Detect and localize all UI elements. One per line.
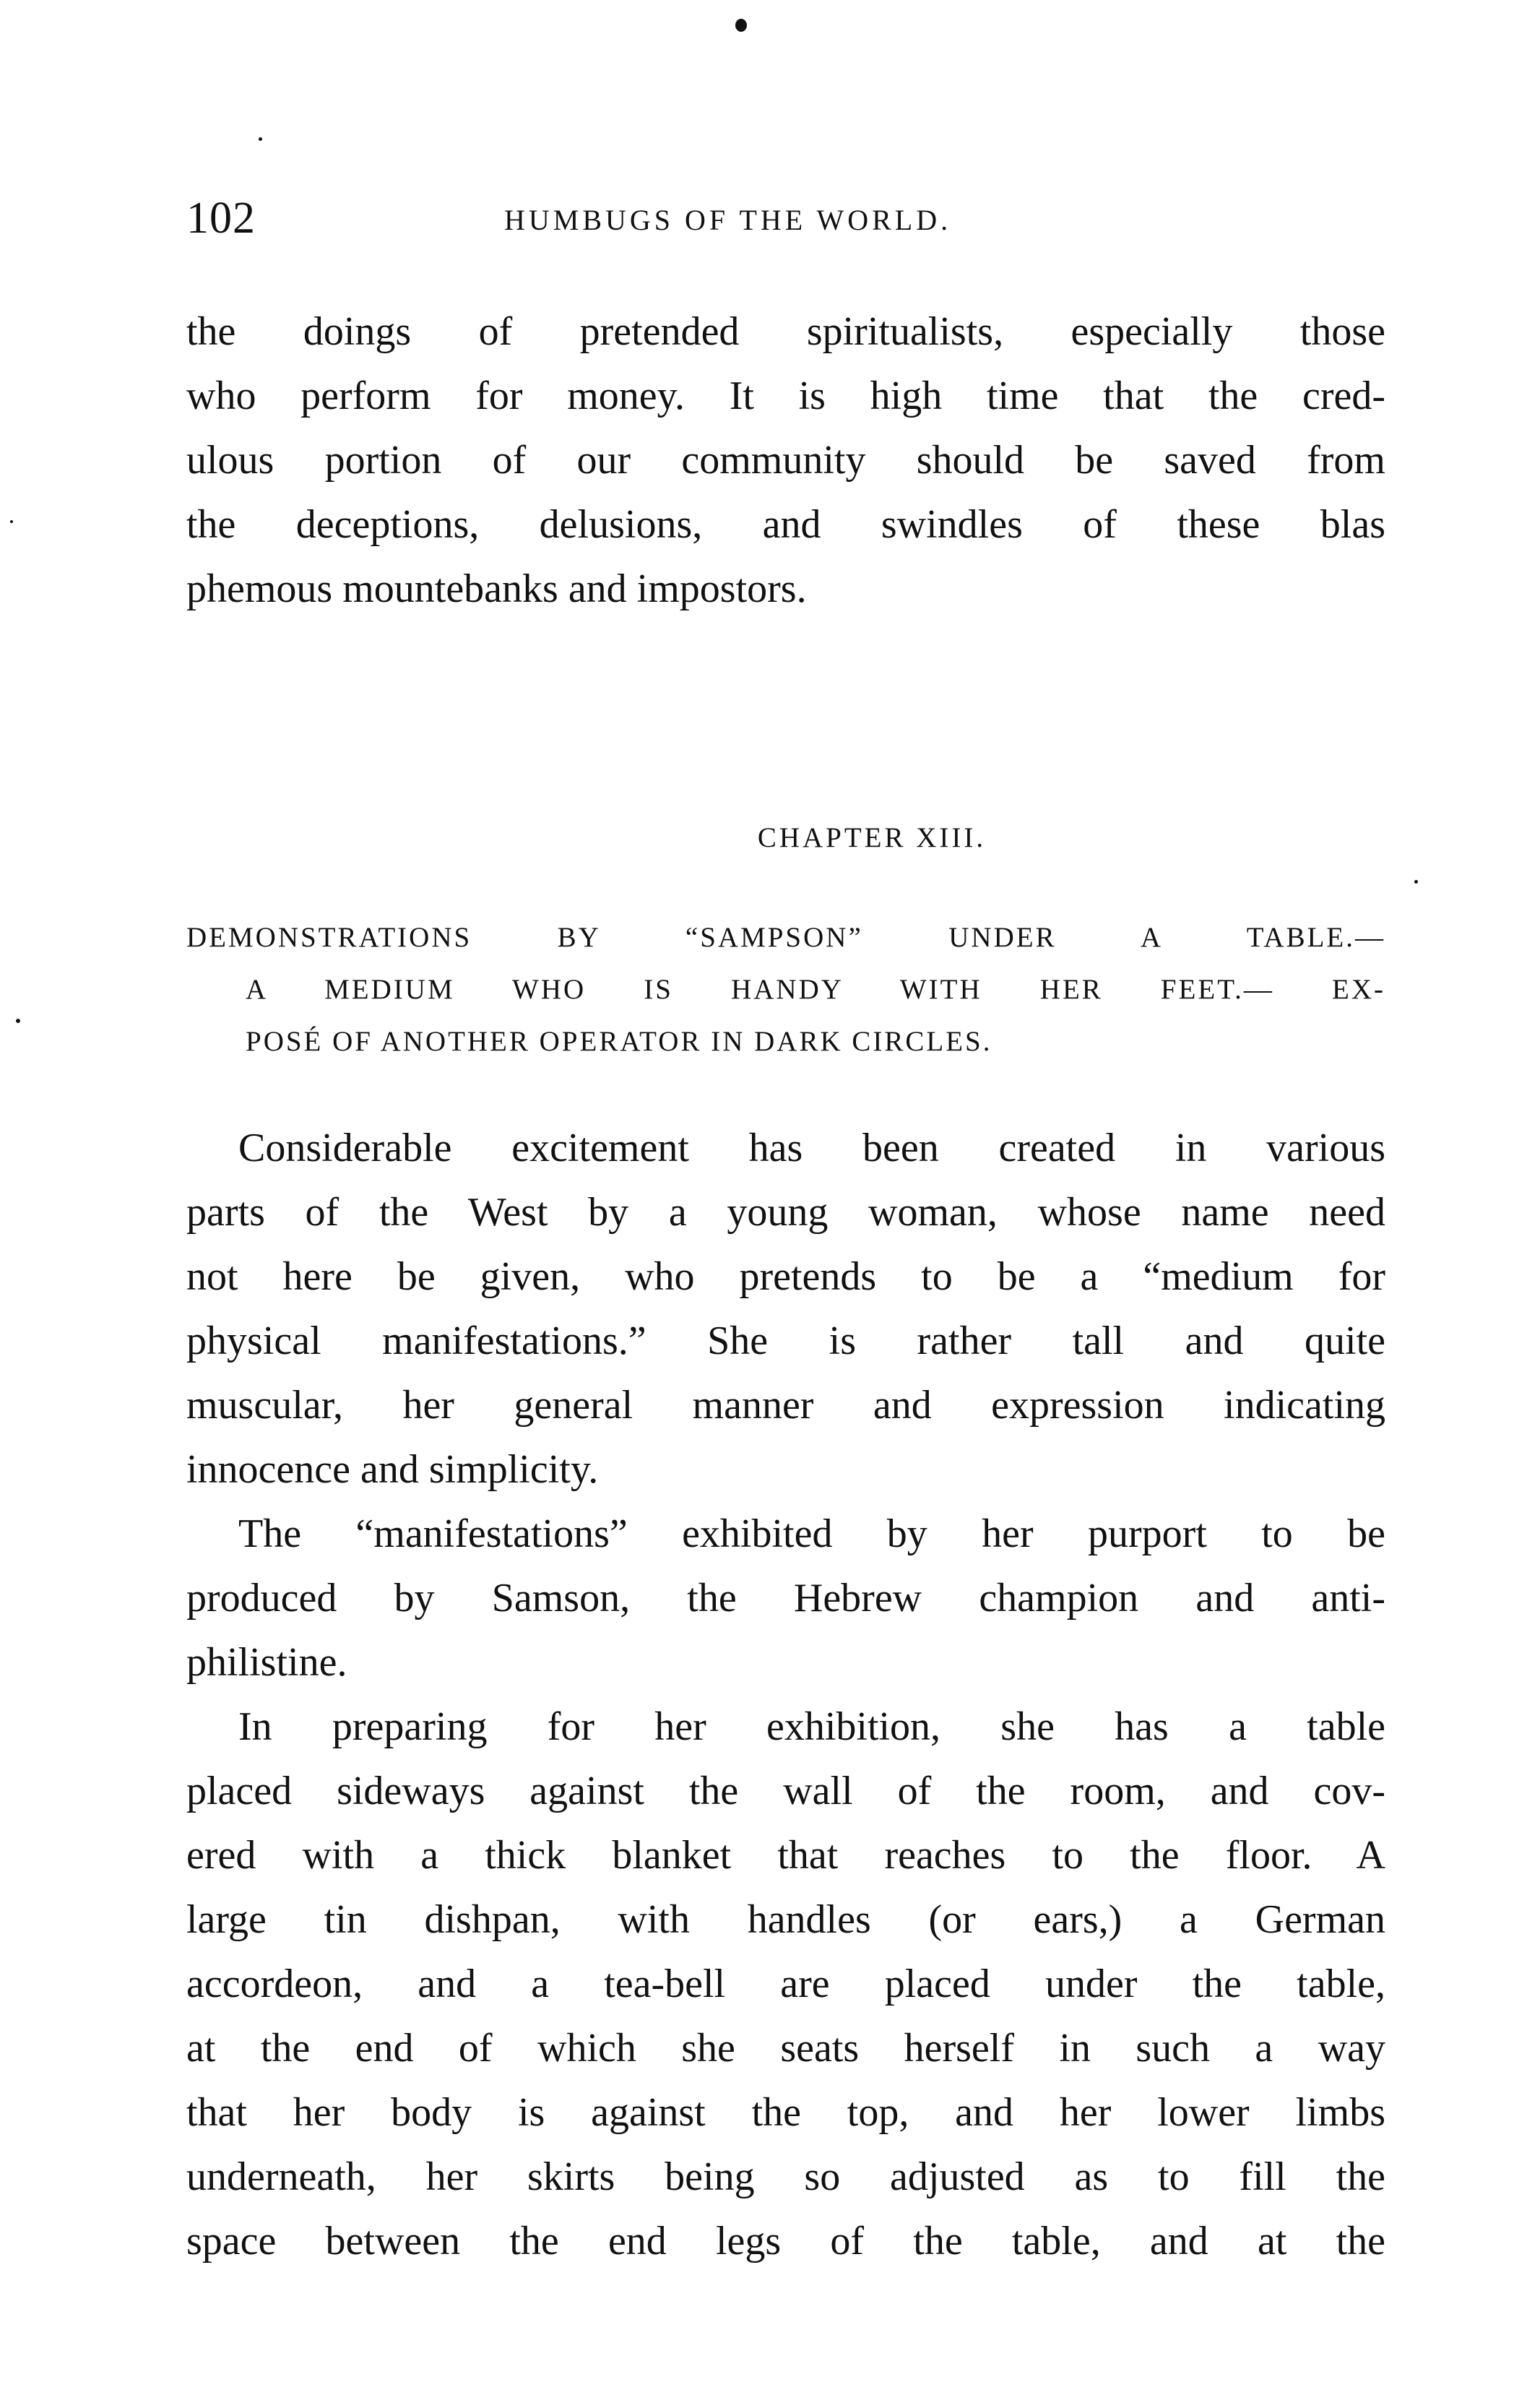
text-line: In preparing for her exhibition, she has a table — [238, 1704, 1385, 1749]
text-line: philistine. — [186, 1640, 347, 1685]
text-line: underneath, her skirts being so adjusted as to fill the — [186, 2154, 1385, 2199]
text-line: muscular, her general manner and expression indicating — [186, 1383, 1385, 1428]
text-line: space between the end legs of the table, and at the — [186, 2219, 1385, 2264]
page-number: 102 — [186, 194, 256, 243]
text-line: ered with a thick blanket that reaches to the floor. A — [186, 1833, 1385, 1878]
scan-speck — [10, 520, 13, 523]
text-line: physical manifestations.” She is rather tall and quite — [186, 1319, 1385, 1363]
synopsis-line: DEMONSTRATIONS BY “SAMPSON” UNDER A TABLE.— — [186, 922, 1385, 953]
chapter-synopsis — [186, 912, 1385, 1068]
text-line: placed sideways against the wall of the room, and cov- — [186, 1769, 1385, 1813]
scan-speck — [16, 1019, 20, 1023]
text-line: phemous mountebanks and impostors. — [186, 566, 807, 611]
continuation-paragraph — [186, 300, 1385, 621]
scan-speck — [735, 19, 747, 32]
text-line: accordeon, and a tea-bell are placed under the table, — [186, 1962, 1385, 2006]
text-line: large tin dishpan, with handles (or ears,) a German — [186, 1897, 1385, 1942]
synopsis-line: POSÉ OF ANOTHER OPERATOR IN DARK CIRCLES. — [246, 1026, 992, 1057]
text-line: Considerable excitement has been created in various — [238, 1126, 1385, 1170]
text-line: that her body is against the top, and her lower limbs — [186, 2090, 1385, 2135]
text-line: not here be given, who pretends to be a “medium for — [186, 1254, 1385, 1299]
scan-speck — [259, 137, 262, 141]
text-line: at the end of which she seats herself in such a way — [186, 2026, 1385, 2071]
paragraph-2 — [186, 1502, 1385, 1695]
paragraph-3 — [186, 1695, 1385, 2274]
text-line: ulous portion of our community should be saved from — [186, 438, 1385, 483]
text-line: who perform for money. It is high time that the cred- — [186, 374, 1385, 418]
text-line: parts of the West by a young woman, whose name need — [186, 1190, 1385, 1235]
scan-speck — [1414, 880, 1418, 884]
text-line: the deceptions, delusions, and swindles of these blas — [186, 502, 1385, 547]
paragraph-1 — [186, 1116, 1385, 1502]
text-line: the doings of pretended spiritualists, especially those — [186, 309, 1385, 354]
synopsis-line: A MEDIUM WHO IS HANDY WITH HER FEET.— EX- — [246, 974, 1385, 1005]
text-line: innocence and simplicity. — [186, 1447, 599, 1492]
text-line: produced by Samson, the Hebrew champion and anti- — [186, 1576, 1385, 1621]
running-title: HUMBUGS OF THE WORLD. — [504, 204, 952, 236]
chapter-title: CHAPTER XIII. — [757, 822, 987, 853]
running-header — [186, 189, 1385, 247]
text-line: The “manifestations” exhibited by her purport to be — [238, 1511, 1385, 1556]
